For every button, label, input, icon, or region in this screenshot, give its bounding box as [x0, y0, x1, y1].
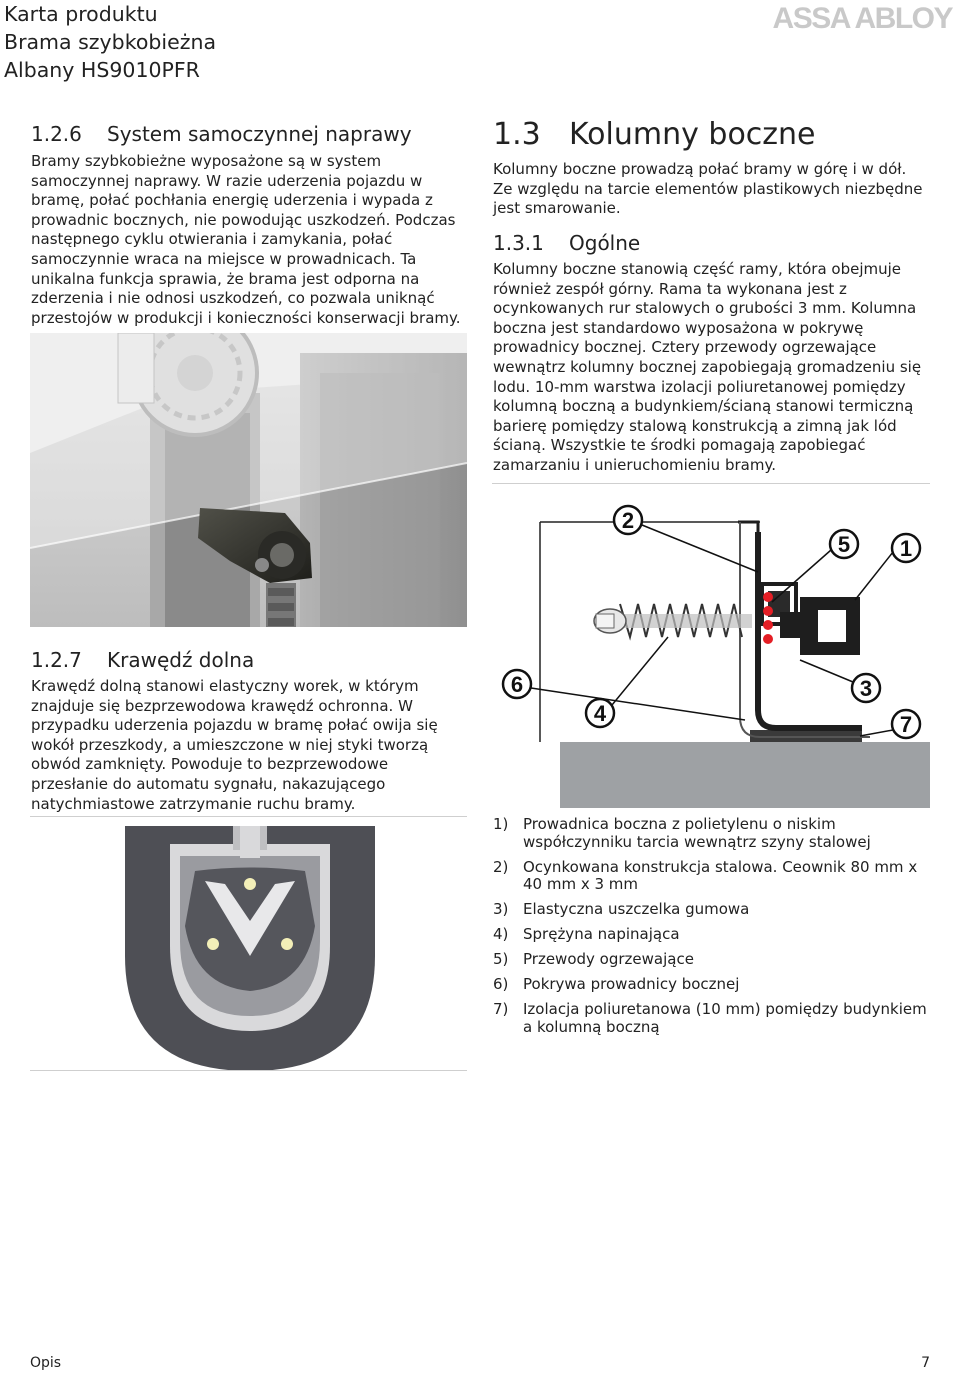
section-title: System samoczynnej naprawy	[107, 122, 412, 146]
section-1-2-6-heading	[31, 122, 412, 146]
legend-text: Prowadnica boczna z polietylenu o niskim współczynniku tarcia wewnątrz szyny stalowej	[523, 815, 871, 851]
title-line-3: Albany HS9010PFR	[4, 58, 200, 82]
section-number: 1.2.6	[31, 122, 82, 146]
diagram-label-6: 6	[510, 672, 524, 697]
footer-label: Opis	[30, 1355, 62, 1371]
section-1-2-7-text: Krawędź dolną stanowi elastyczny worek, w którym znajduje się bezprzewodowa krawędź ochronna. W przypadku uderzenia pojazdu w bramę połać owija się wokół przeszkody, a umieszczone w niej styki tworzą obwód zamknięty. Powoduje to bezprzewodowe przesłanie do automatu sygnału, nakazującego natychmiastowe zatrzymanie ruchu bramy.	[31, 677, 438, 813]
side-column-cross-section-diagram	[500, 492, 930, 808]
divider	[492, 483, 930, 484]
section-title: Krawędź dolna	[107, 648, 255, 672]
section-1-3-heading	[493, 117, 816, 152]
section-1-3-1-heading	[493, 231, 640, 255]
title-line-2: Brama szybkobieżna	[4, 30, 217, 54]
bottom-edge-illustration	[125, 826, 375, 1071]
legend-item	[493, 816, 930, 851]
legend-item	[493, 859, 930, 894]
legend-number: 3)	[493, 900, 509, 918]
legend-text: Izolacja poliuretanowa (10 mm) pomiędzy budynkiem a kolumną boczną	[523, 1000, 927, 1036]
section-title: Kolumny boczne	[569, 117, 816, 152]
legend-item	[493, 926, 930, 944]
legend-text: Sprężyna napinająca	[523, 925, 680, 943]
section-number: 1.3.1	[493, 231, 544, 255]
section-number: 1.3	[493, 117, 541, 152]
diagram-label-7: 7	[899, 712, 913, 737]
legend-item	[493, 951, 930, 969]
title-line-1: Karta produktu	[4, 2, 158, 26]
divider	[30, 816, 467, 817]
section-1-2-6-text: Bramy szybkobieżne wyposażone są w system samoczynnej naprawy. W razie uderzenia pojazdu w bramę, połać pochłania energię uderzenia i wypada z prowadnic bocznych, nie powodując uszkodzeń. Podczas następnego cyklu otwierania i zamykania, połać samoczynnie wraca na miejsce w prowadnicach. Ta unikalna funkcja sprawia, że brama jest odporna na zderzenia i nie odnosi uszkodzeń, co pozwala uniknąć przestojów w produkcji i konieczności konserwacji bramy.	[31, 152, 461, 327]
divider	[30, 1070, 467, 1071]
legend-number: 6)	[493, 975, 509, 993]
legend-text: Przewody ogrzewające	[523, 950, 694, 968]
legend-text: Ocynkowana konstrukcja stalowa. Ceownik 80 mm x 40 mm x 3 mm	[523, 857, 918, 893]
diagram-label-3: 3	[859, 676, 873, 701]
legend-text: Pokrywa prowadnicy bocznej	[523, 975, 740, 993]
legend-item	[493, 976, 930, 994]
section-1-3-1-text: Kolumny boczne stanowią część ramy, która obejmuje również zespół górny. Rama ta wykonana jest z ocynkowanych rur stalowych o grubości 3 mm. Kolumna boczna jest standardowo wyposażona w pokrywę prowadnicy bocznej. Cztery przewody ogrzewające wewnątrz kolumny bocznej zapobiegają gromadzeniu się lodu. 10-mm warstwa izolacji poliuretanowej pomiędzy kolumną boczną a budynkiem/ścianą stanowi termiczną barierę pomiędzy stalową konstrukcją a zimną jak lód ścianą. Wszystkie te środki pomagają zapobiegać zamarzaniu i unieruchomieniu bramy.	[493, 260, 922, 474]
legend-item	[493, 901, 930, 919]
legend-number: 4)	[493, 925, 509, 943]
legend-item	[493, 1001, 930, 1036]
diagram-label-2: 2	[621, 508, 635, 533]
document-title	[4, 0, 216, 84]
assa-abloy-logo: ASSA ABLOY	[772, 2, 952, 35]
self-repair-illustration	[30, 333, 467, 627]
section-1-3-text: Kolumny boczne prowadzą połać bramy w górę i w dół. Ze względu na tarcie elementów plastikowych niezbędne jest smarowanie.	[493, 160, 923, 218]
diagram-legend	[493, 816, 930, 1044]
legend-number: 2)	[493, 857, 509, 876]
section-number: 1.2.7	[31, 648, 82, 672]
section-1-2-7-heading	[31, 648, 254, 672]
diagram-label-4: 4	[593, 701, 607, 726]
legend-text: Elastyczna uszczelka gumowa	[523, 900, 750, 918]
legend-number: 1)	[493, 815, 509, 833]
legend-number: 5)	[493, 950, 509, 968]
diagram-label-5: 5	[837, 532, 851, 557]
legend-number: 7)	[493, 1000, 509, 1018]
section-title: Ogólne	[569, 231, 641, 255]
diagram-label-1: 1	[899, 536, 913, 561]
page-number: 7	[921, 1355, 930, 1371]
